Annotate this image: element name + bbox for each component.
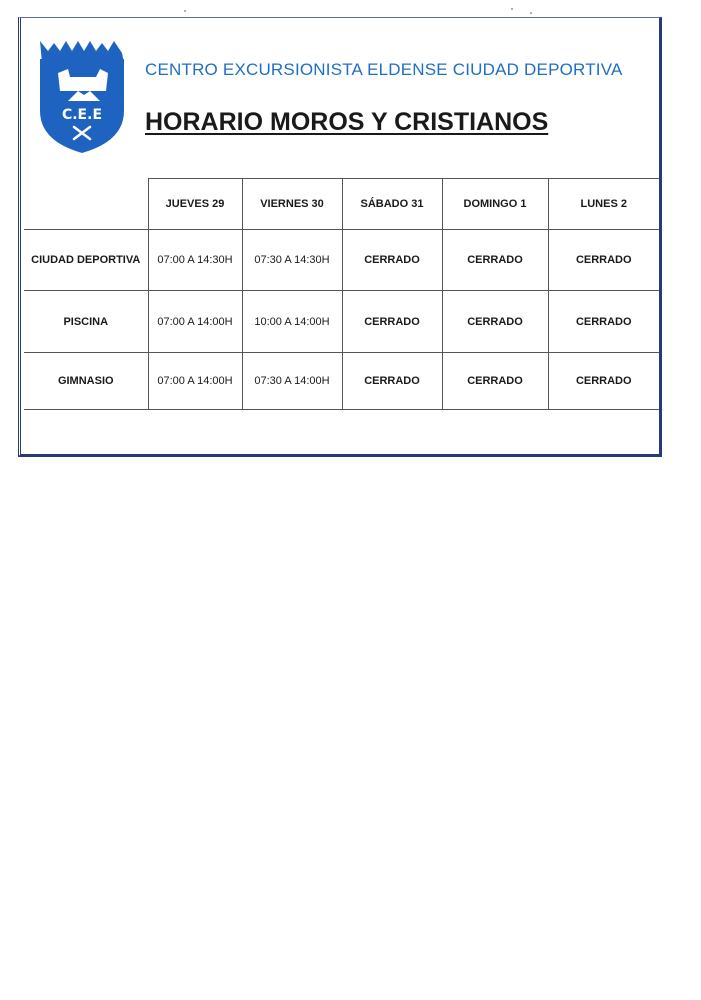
schedule-cell: CERRADO bbox=[342, 230, 442, 291]
schedule-cell: 07:00 A 14:00H bbox=[148, 291, 242, 353]
schedule-cell: CERRADO bbox=[342, 353, 442, 410]
scan-speck bbox=[511, 8, 513, 10]
row-label: PISCINA bbox=[24, 291, 148, 353]
schedule-cell: CERRADO bbox=[342, 291, 442, 353]
svg-text:C.E.E: C.E.E bbox=[61, 107, 103, 123]
schedule-cell: CERRADO bbox=[548, 230, 659, 291]
header-row bbox=[24, 179, 659, 230]
schedule-cell: 07:00 A 14:30H bbox=[148, 230, 242, 291]
schedule-cell: 10:00 A 14:00H bbox=[242, 291, 342, 353]
row-label: GIMNASIO bbox=[24, 353, 148, 410]
page-title: HORARIO MOROS Y CRISTIANOS bbox=[145, 108, 549, 136]
column-header: JUEVES 29 bbox=[148, 179, 242, 230]
schedule-cell: 07:30 A 14:30H bbox=[242, 230, 342, 291]
column-header: VIERNES 30 bbox=[242, 179, 342, 230]
table-row bbox=[24, 353, 659, 410]
schedule-cell: CERRADO bbox=[548, 291, 659, 353]
cee-shield-logo bbox=[38, 33, 128, 155]
schedule-table bbox=[24, 178, 659, 455]
table-row bbox=[24, 230, 659, 291]
scan-speck bbox=[530, 12, 532, 14]
schedule-cell: 07:30 A 14:00H bbox=[242, 353, 342, 410]
column-header: DOMINGO 1 bbox=[442, 179, 548, 230]
schedule-cell: CERRADO bbox=[548, 353, 659, 410]
column-header: SÁBADO 31 bbox=[342, 179, 442, 230]
organization-name: CENTRO EXCURSIONISTA ELDENSE CIUDAD DEPORTIVA bbox=[145, 60, 623, 79]
table-row bbox=[24, 291, 659, 353]
schedule-cell: CERRADO bbox=[442, 291, 548, 353]
footer-cell bbox=[24, 410, 659, 456]
scan-speck bbox=[184, 10, 186, 12]
column-header: LUNES 2 bbox=[548, 179, 659, 230]
schedule-cell: 07:00 A 14:00H bbox=[148, 353, 242, 410]
schedule-cell: CERRADO bbox=[442, 230, 548, 291]
row-label: CIUDAD DEPORTIVA bbox=[24, 230, 148, 291]
schedule-cell: CERRADO bbox=[442, 353, 548, 410]
corner-cell bbox=[24, 179, 148, 230]
empty-footer-row bbox=[24, 410, 659, 456]
